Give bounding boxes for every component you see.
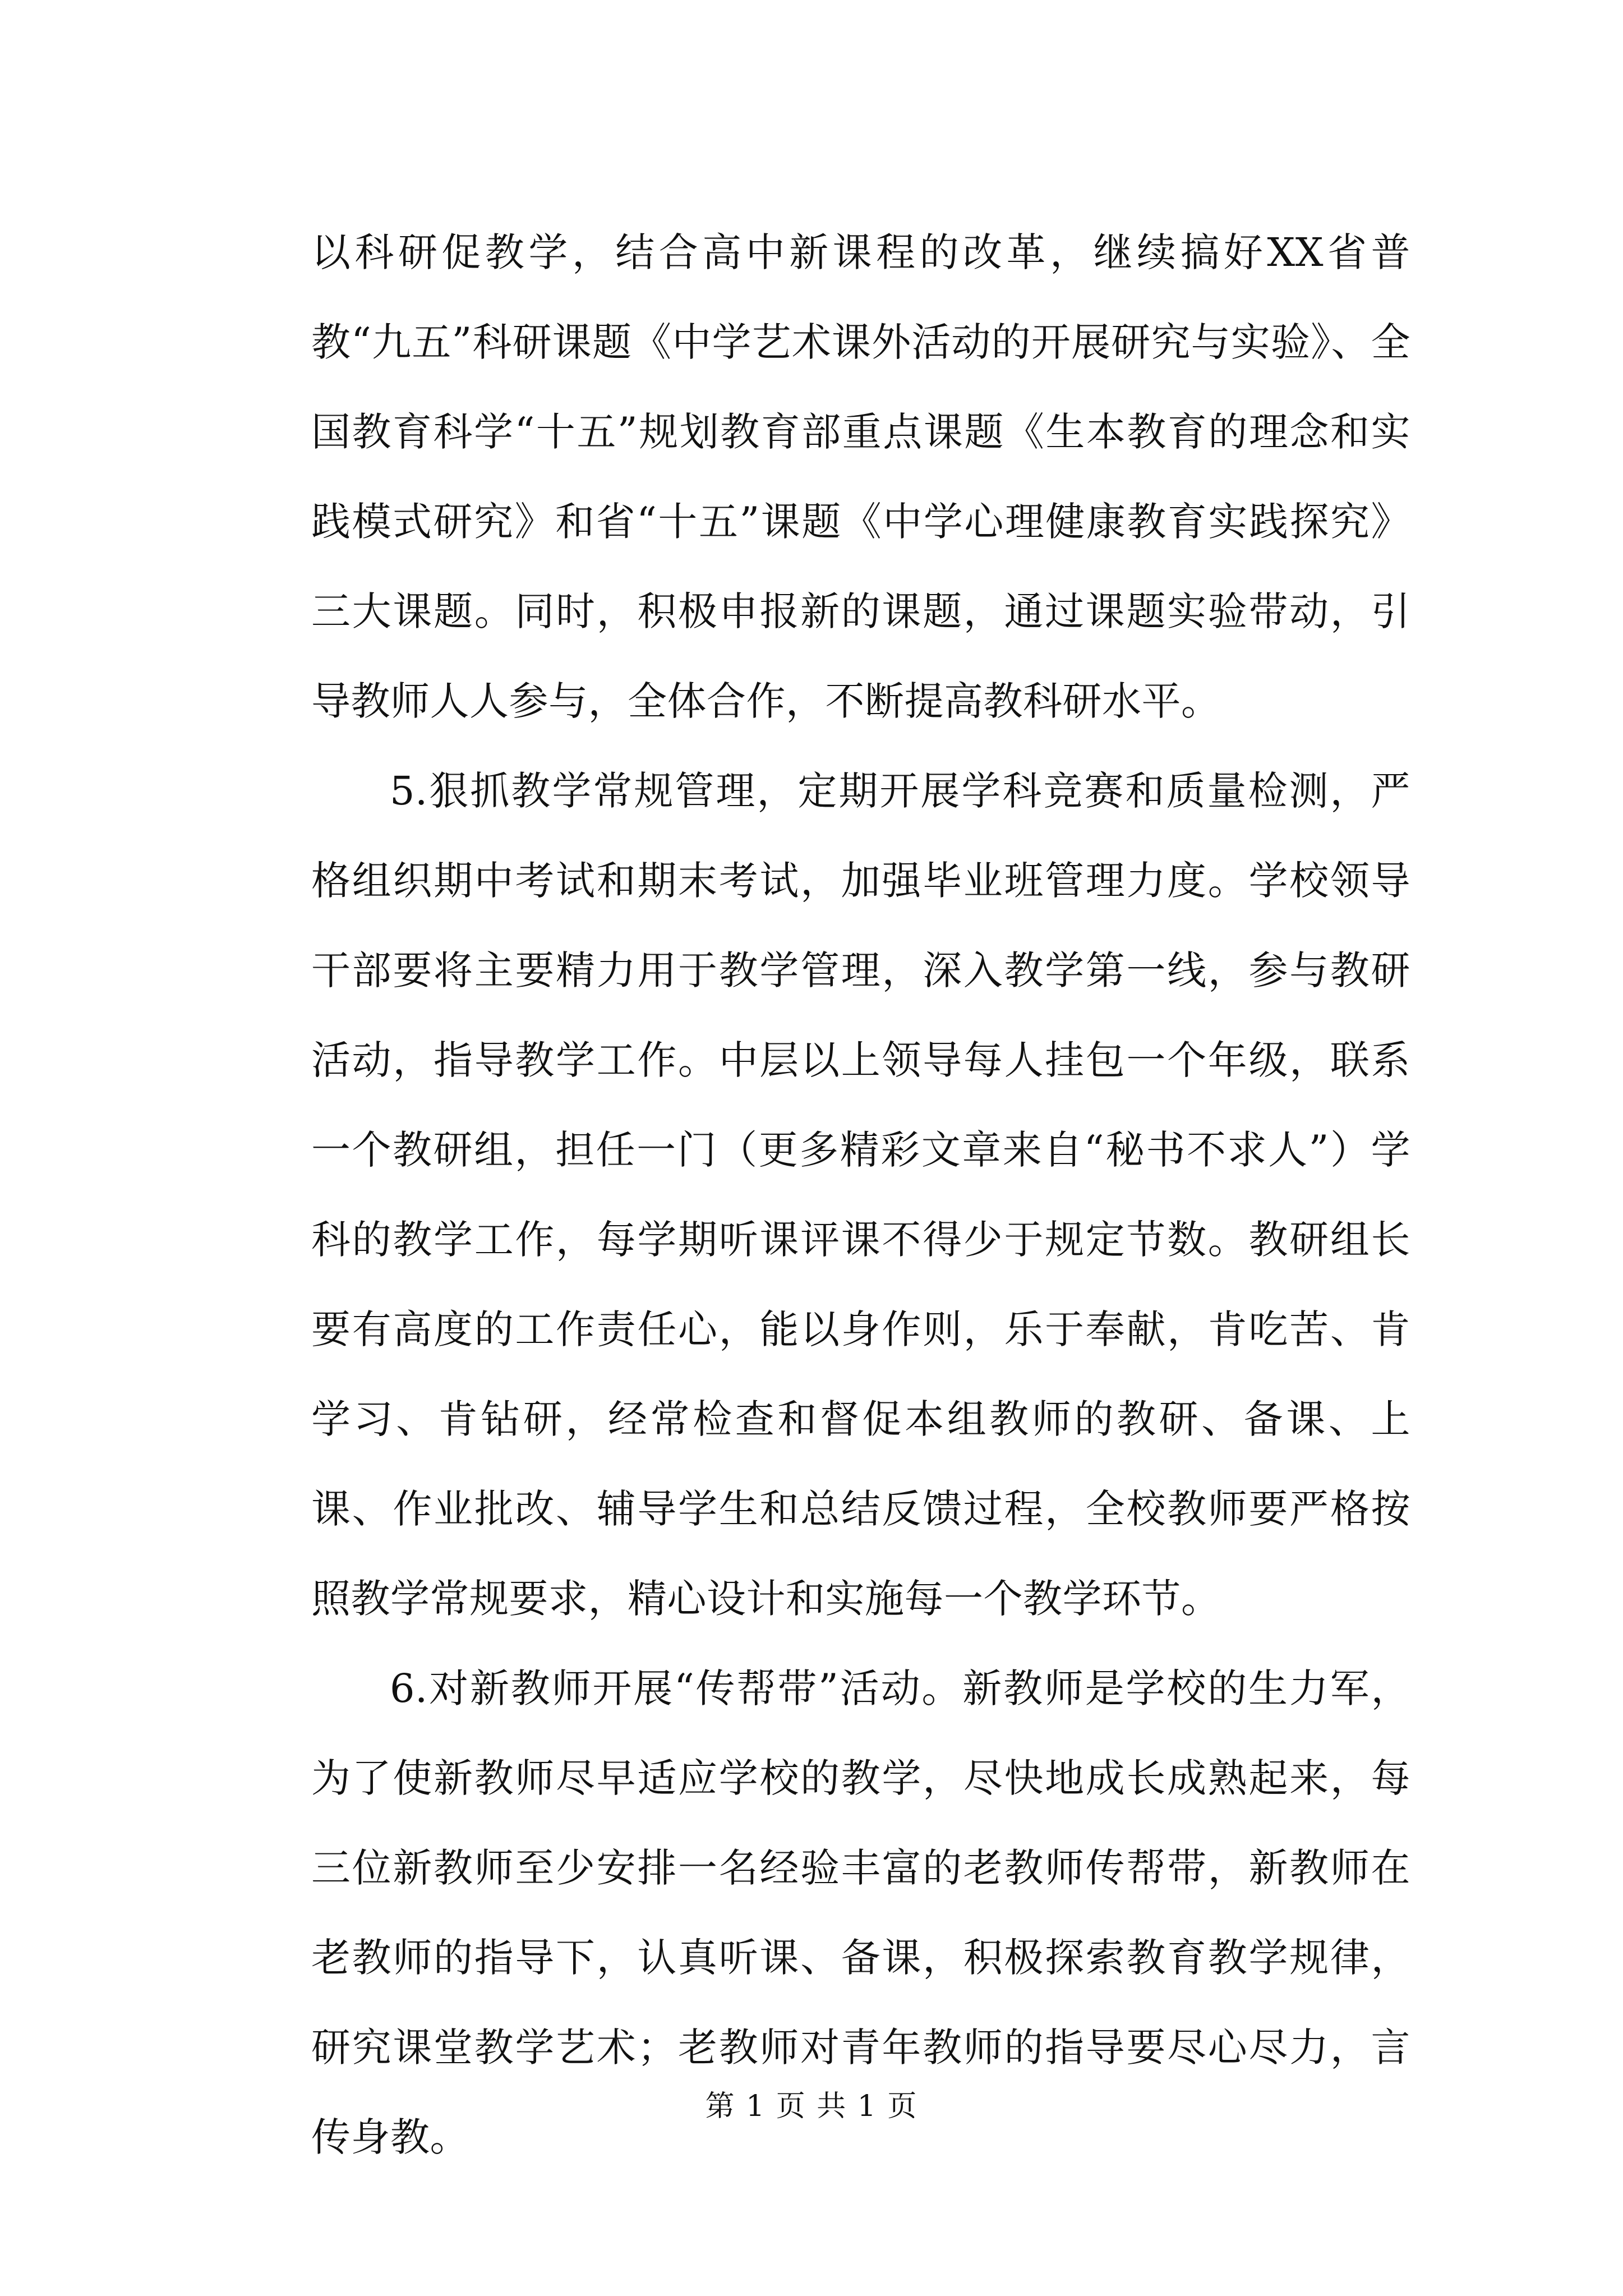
page-footer: 第 1 页 共 1 页 [705, 2090, 918, 2123]
paragraph-continuation: 以科研促教学，结合高中新课程的改革，继续搞好XX省普教“九五”科研课题《中学艺术课外活动的开展研究与实验》、全国教育科学“十五”规划教育部重点课题《生本教育的理念和实践模式研究》和省“十五”课题《中学心理健康教育实践探究》三大课题。同时，积极申报新的课题，通过课题实验带动，引导教师人人参与，全体合作，不断提高教科研水平。 [311, 229, 1410, 724]
paragraph-item-5: 5.狠抓教学常规管理，定期开展学科竞赛和质量检测，严格组织期中考试和期末考试，加强毕业班管理力度。学校领导干部要将主要精力用于教学管理，深入教学第一线，参与教研活动，指导教学工作。中层以上领导每人挂包一个年级，联系一个教研组，担任一门（更多精彩文章来自“秘书不求人”）学科的教学工作，每学期听课评课不得少于规定节数。教研组长要有高度的工作责任心，能以身作则，乐于奉献，肯吃苦、肯学习、肯钻研，经常检查和督促本组教师的教研、备课、上课、作业批改、辅导学生和总结反馈过程，全校教师要严格按照教学常规要求，精心设计和实施每一个教学环节。 [311, 768, 1410, 1622]
paragraph-item-6: 6.对新教师开展“传帮带”活动。新教师是学校的生力军，为了使新教师尽早适应学校的教学，尽快地成长成熟起来，每三位新教师至少安排一名经验丰富的老教师传帮带，新教师在老教师的指导下，认真听课、备课，积极探索教育教学规律，研究课堂教学艺术；老教师对青年教师的指导要尽心尽力，言传身教。 [311, 1665, 1410, 2160]
document-body [311, 208, 1410, 2182]
